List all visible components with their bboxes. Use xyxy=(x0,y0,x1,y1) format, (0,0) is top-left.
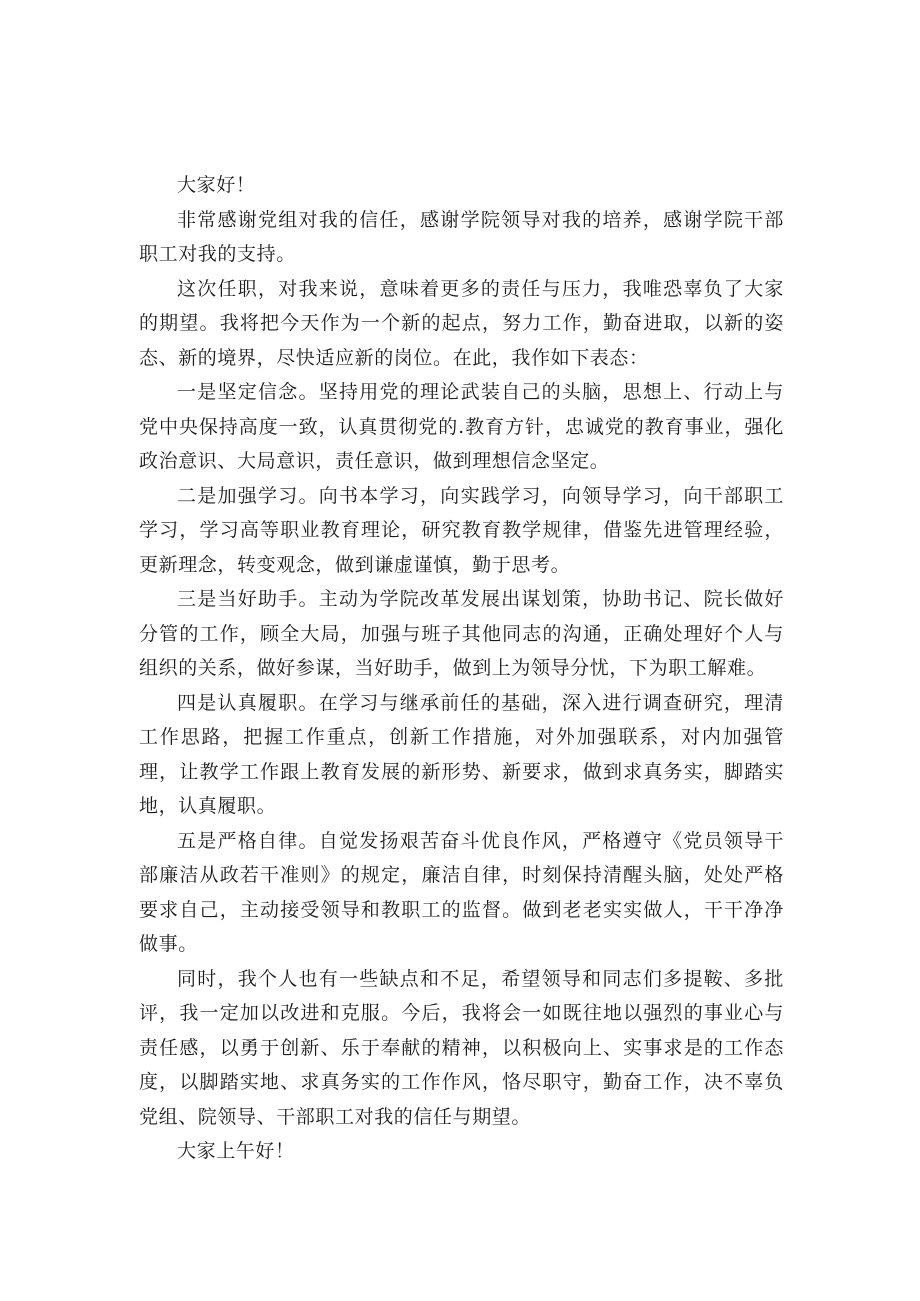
thanks-paragraph: 非常感谢党组对我的信任，感谢学院领导对我的培养，感谢学院干部职工对我的支持。 xyxy=(139,208,784,265)
pledge-study-paragraph: 二是加强学习。向书本学习，向实践学习，向领导学习，向干部职工学习，学习高等职业教育理论，研究教育教学规律，借鉴先进管理经验，更新理念，转变观念，做到谦虚谨慎，勤于思考。 xyxy=(139,484,784,576)
pledge-assist-paragraph: 三是当好助手。主动为学院改革发展出谋划策，协助书记、院长做好分管的工作，顾全大局，加强与班子其他同志的沟通，正确处理好个人与组织的关系，做好参谋，当好助手，做到上为领导分忧，下为职工解难。 xyxy=(139,588,784,679)
pledge-duty-paragraph: 四是认真履职。在学习与继承前任的基础，深入进行调查研究，理清工作思路，把握工作重点，创新工作措施，对外加强联系，对内加强管理，让教学工作跟上教育发展的新形势、新要求，做到求真务实，脚踏实地，认真履职。 xyxy=(139,691,784,817)
closing-paragraph: 同时，我个人也有一些缺点和不足，希望领导和同志们多提鞍、多批评，我一定加以改进和克服。今后，我将会一如既往地以强烈的事业心与责任感，以勇于创新、乐于奉献的精神，以积极向上、实事求是的工作态度，以脚踏实地、求真务实的工作作风，恪尽职守，勤奋工作，决不辜负党组、院领导、干部职工对我的信任与期望。 xyxy=(139,967,784,1128)
pledge-belief-paragraph: 一是坚定信念。坚持用党的理论武装自己的头脑，思想上、行动上与党中央保持高度一致，认真贯彻党的.教育方针，忠诚党的教育事业，强化政治意识、大局意识，责任意识，做到理想信念坚定。 xyxy=(139,381,784,472)
document-body xyxy=(139,168,784,1169)
morning-greeting-paragraph: 大家上午好！ xyxy=(177,1140,295,1162)
greeting-paragraph: 大家好！ xyxy=(177,174,256,196)
appointment-paragraph: 这次任职，对我来说，意味着更多的责任与压力，我唯恐辜负了大家的期望。我将把今天作为一个新的起点，努力工作，勤奋进取，以新的姿态、新的境界，尽快适应新的岗位。在此，我作如下表态： xyxy=(139,277,784,369)
pledge-discipline-paragraph: 五是严格自律。自觉发扬艰苦奋斗优良作风，严格遵守《党员领导干部廉洁从政若干准则》的规定，廉洁自律，时刻保持清醒头脑，处处严格要求自己，主动接受领导和教职工的监督。做到老老实实做人，干干净净做事。 xyxy=(139,829,784,955)
